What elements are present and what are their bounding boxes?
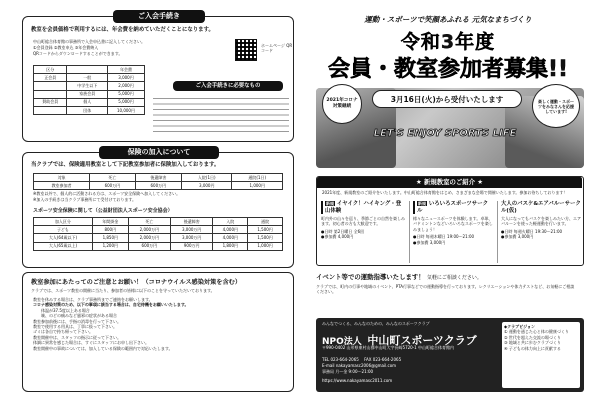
fee-cell: 5,000円 — [107, 98, 144, 106]
fee-header: 区分 — [34, 66, 67, 74]
class-schedule: ●日時 第2日曜日 全6回 — [321, 228, 365, 234]
footer-address: 〒990-0402 山形県東村山郡中山町大字長崎5720-1 中山町総合体育館内 — [322, 345, 454, 350]
sports-header: 後遺障害 — [171, 218, 213, 226]
notice-lead: クラブでは、スポーツ教室の開催に当たり、参加者の皆様に以下のことを守っていただいております。 — [31, 288, 215, 293]
class-card-title — [321, 201, 405, 214]
list-item: ② 世代を超えた交流の場づくり — [504, 334, 561, 340]
star-icon: ★ — [475, 178, 484, 186]
fee-cell: 一般 — [67, 74, 108, 82]
org-name: 中山町スポーツクラブ — [367, 334, 477, 347]
sports-cell: 大人(64歳以下) — [34, 234, 93, 242]
qr-code-icon[interactable] — [235, 39, 257, 61]
class-card[interactable] — [497, 201, 581, 263]
sports-cell: 4,000円 — [213, 234, 248, 242]
insurance-note-1: ※教室以外で、個人的に活動される方は、スポーツ安全保険へ加入してください。 — [33, 191, 181, 196]
insurance-cell: 1,000円 — [232, 182, 283, 190]
fee-cell: 中学生以下 — [67, 82, 108, 90]
date-banner-text: 3月16日(火)から受付いたします — [390, 94, 504, 104]
insurance-cell: 600万円 — [90, 182, 136, 190]
footer-email[interactable]: E-mail nakayamasc2006@gmail.com — [322, 363, 397, 368]
insurance-note-2: ※加入の手続きは当クラブ事務所にて受付けております。 — [33, 197, 137, 202]
fee-cell: 個人 — [67, 98, 108, 106]
class-fee: ●参加費 3,000円 — [501, 234, 534, 240]
fee-cell: 団体 — [67, 106, 108, 114]
fee-cell — [34, 82, 67, 90]
sports-cell: 1,800円 — [213, 242, 248, 250]
list-item: 体温が37.5度以上ある場合 — [41, 307, 90, 313]
sports-cell: 大人(65歳以上) — [34, 242, 93, 250]
class-schedule: ●日時 毎週火曜日 19:30〜21:00 — [501, 228, 563, 234]
footer-url[interactable]: https://www.nakayamasc2011.com — [322, 378, 393, 383]
qr-caption: ホームページ QR コード — [261, 43, 293, 54]
sports-header: 年間掛金 — [92, 218, 128, 226]
list-item: 教室を休みする場合は、クラブ事務所までご連絡をお願いします。 — [33, 297, 153, 302]
event-title-row — [316, 272, 584, 281]
badge-right — [532, 84, 580, 128]
list-item: コロナ感染対策のため、以下の事項に該当する場合は、自宅待機をお願いいたします。 — [33, 302, 189, 308]
procedure-title: ご入会手続き — [113, 10, 205, 23]
badge-left-text: 2021年コロナ対策継続 — [326, 98, 358, 109]
procedure-step-1: 中山町総合体育館の事務所で入会申込書に記入してください。 — [33, 39, 145, 44]
new-classes-lead: 2021年度、新規教室のご紹介をいたします。中山町総合体育館をはじめ、さまざまな会場で開催いたします。参加お待ちしております！ — [322, 190, 568, 195]
list-item: ゴミは各自で持ち帰って下さい。 — [33, 329, 93, 335]
list-item: ④ 子どもの体力向上に貢献する — [504, 345, 561, 351]
insurance-lead: 当クラブでは、保険適用教室として下記教室参加者に保険加入しております。 — [31, 162, 220, 168]
event-sub: 気軽にご相談ください。 — [426, 275, 482, 281]
photo-caption: LET'S ENJOY SPORTS LIFE — [373, 128, 517, 139]
fee-cell: 3,000円 — [107, 74, 144, 82]
star-icon: ★ — [415, 178, 424, 186]
table-row — [34, 234, 283, 242]
list-item: ① 運動を通じた心と体の健康づくり — [504, 329, 569, 335]
fee-table — [33, 65, 145, 115]
list-item: 教室で使用する用具は、丁寧に扱って下さい。 — [33, 324, 117, 330]
procedure-step-2: ①会員登録 ②教室申込 ③年会費納入 — [33, 45, 99, 50]
class-card-title — [501, 201, 581, 214]
sports-header: 入院 — [213, 218, 248, 226]
sports-cell: 3,000万円 — [171, 226, 213, 234]
sports-header: 加入区分 — [34, 218, 93, 226]
page-title-year: 令和3年度 — [400, 31, 496, 53]
footer — [316, 318, 584, 392]
sports-cell: 800円 — [92, 226, 128, 234]
list-item: ③ 地域と共に歩むクラブづくり — [504, 340, 561, 346]
procedure-step-3: QRコードからダウンロードすることができます。 — [33, 51, 123, 56]
insurance-box — [22, 148, 294, 268]
fee-cell: 賛助会員 — [34, 98, 67, 106]
insurance-cell: 600万円 — [135, 182, 181, 190]
list-item: 教室開催中の事故については、加入している保険の範囲内で対応いたします。 — [33, 345, 173, 351]
list-item: 教室開催中は、スタッフの指示に従って下さい。 — [33, 334, 121, 340]
fee-cell: 5,000円 — [107, 90, 144, 98]
class-schedule: ●日時 毎週木曜日 19:00〜21:00 — [413, 234, 475, 240]
class-desc: 様々なニュースポーツを体験します。卓球、バドミントンなどいろいろなスポーツを楽しみましょう！ — [413, 216, 493, 232]
sports-header: 通院 — [248, 218, 283, 226]
table-row — [34, 74, 145, 82]
class-desc: 大人になってもバスケを楽しみたい方、エアバルーンを使った軽運動を行います。 — [501, 216, 581, 227]
insurance-table — [33, 173, 283, 190]
footer-slogan: みんなでつくる、みんなのための、みんなのスポーツクラブ — [322, 321, 430, 326]
sports-cell: 1,850円 — [92, 234, 128, 242]
list-item: 体調に異常を感じた場合は、すぐにスタッフにお申し出下さい。 — [33, 340, 149, 346]
fee-cell — [34, 106, 67, 114]
class-card[interactable] — [321, 201, 405, 263]
date-banner — [372, 90, 522, 108]
insurance-cell: 教室参加者 — [34, 182, 90, 190]
club-vision-title: ◆クラブビジョン — [504, 324, 535, 329]
fee-cell: 2,000円 — [107, 82, 144, 90]
sports-cell: 3,000万円 — [171, 234, 213, 242]
org-prefix: NPO法人 — [322, 337, 362, 347]
badge-left — [322, 84, 362, 124]
class-title: いろいろスポーツサークル — [417, 201, 488, 214]
class-title: 大人のバスケ&エアバルーサークル(仮) — [501, 201, 581, 214]
badge-right-text: 楽しく運動・スポーツをみなさんを応援しています! — [538, 98, 574, 114]
sports-cell: 1,500円 — [248, 226, 283, 234]
fee-header: 年会費 — [107, 66, 144, 74]
list-item: 咳、のどの痛みなど風邪の症状がある場合 — [41, 313, 117, 319]
sports-header: 死亡 — [128, 218, 170, 226]
table-row — [34, 182, 283, 190]
sports-cell: 4,000円 — [213, 226, 248, 234]
procedure-lead: 教室を会員価格で利用するには、年会費を納めていただくことになります。 — [31, 27, 214, 33]
new-classes-title — [317, 177, 582, 188]
fee-cell: 家族会員 — [67, 90, 108, 98]
fee-cell — [34, 90, 67, 98]
procedure-note-lines — [153, 95, 289, 135]
new-classes-box — [316, 176, 584, 266]
table-row — [34, 82, 145, 90]
list-item: 教室参加前後には、手指の消毒を行って下さい。 — [33, 318, 121, 324]
class-title: イヤイク！ハイキング・登山体験 — [325, 201, 402, 214]
sports-cell: 子ども — [34, 226, 93, 234]
sports-cell: 1,000円 — [248, 242, 283, 250]
insurance-header: 対象 — [34, 174, 90, 182]
table-row — [34, 106, 145, 114]
footer-hours: 事務局 月〜金 9:00〜21:00 — [322, 369, 374, 374]
new-classes-title-text: 新規教室のご紹介 — [423, 178, 476, 186]
insurance-cell: 3,000円 — [182, 182, 232, 190]
insurance-header: 通院(1日) — [232, 174, 283, 182]
class-fee: ●参加費 4,000円 — [321, 234, 354, 240]
footer-contact — [322, 357, 498, 362]
sports-cell: 600万円 — [128, 242, 170, 250]
new-badge: 新規 — [418, 201, 426, 206]
table-row — [34, 98, 145, 106]
table-row — [34, 90, 145, 98]
notice-box — [22, 272, 294, 392]
page-title: 会員・教室参加者募集!! — [327, 57, 569, 82]
class-fee: ●参加費 3,000円 — [413, 239, 446, 245]
sports-cell: 900万円 — [171, 242, 213, 250]
sports-cell: 2,000万円 — [128, 226, 170, 234]
notice-title: 教室参加にあたってのご注意とお願い！（コロナウイルス感染対策を含む） — [31, 279, 242, 286]
class-card-title — [413, 201, 493, 214]
event-section — [316, 272, 584, 314]
sports-cell: 1,500円 — [248, 234, 283, 242]
notice-list — [33, 297, 288, 351]
insurance-title: 保険の加入について — [99, 146, 219, 159]
class-card[interactable] — [409, 201, 493, 263]
new-badge: 新規 — [326, 201, 334, 206]
footer-fax: FAX 023-664-2065 — [364, 357, 402, 362]
sports-insurance-table — [33, 217, 283, 251]
insurance-header: 後遺障害 — [135, 174, 181, 182]
tagline: 運動・スポーツで笑顔あふれる 元気なまちづくり — [364, 15, 532, 24]
fee-cell: 10,000円 — [107, 106, 144, 114]
club-vision — [502, 322, 580, 388]
table-row — [34, 226, 283, 234]
class-desc: 町内外の山々を巡り、季節ごとの自然を楽しみます。初心者の方も大歓迎です。 — [321, 216, 405, 227]
procedure-box — [22, 12, 294, 142]
sports-insurance-title: スポーツ安全保険に関して（公益財団法人スポーツ安全協会） — [33, 208, 173, 214]
procedure-note-title: ご入会手続きに必要なもの — [173, 81, 283, 91]
insurance-header: 死亡 — [90, 174, 136, 182]
fee-cell: 正会員 — [34, 74, 67, 82]
fee-header — [67, 66, 108, 74]
table-row — [34, 242, 283, 250]
insurance-header: 入院(1日) — [182, 174, 232, 182]
sports-cell: 2,000万円 — [128, 234, 170, 242]
event-title: イベント等での運動指導いたします！ — [316, 273, 425, 281]
footer-tel[interactable]: TEL 023-664-2065 — [322, 357, 359, 362]
sports-cell: 1,200円 — [92, 242, 128, 250]
event-text: クラブでは、町内の行事や地域のイベント、PTA行事などでの運動指導を行っております。レクリエーションや体力テストなど、お気軽にご相談ください。 — [316, 284, 575, 295]
